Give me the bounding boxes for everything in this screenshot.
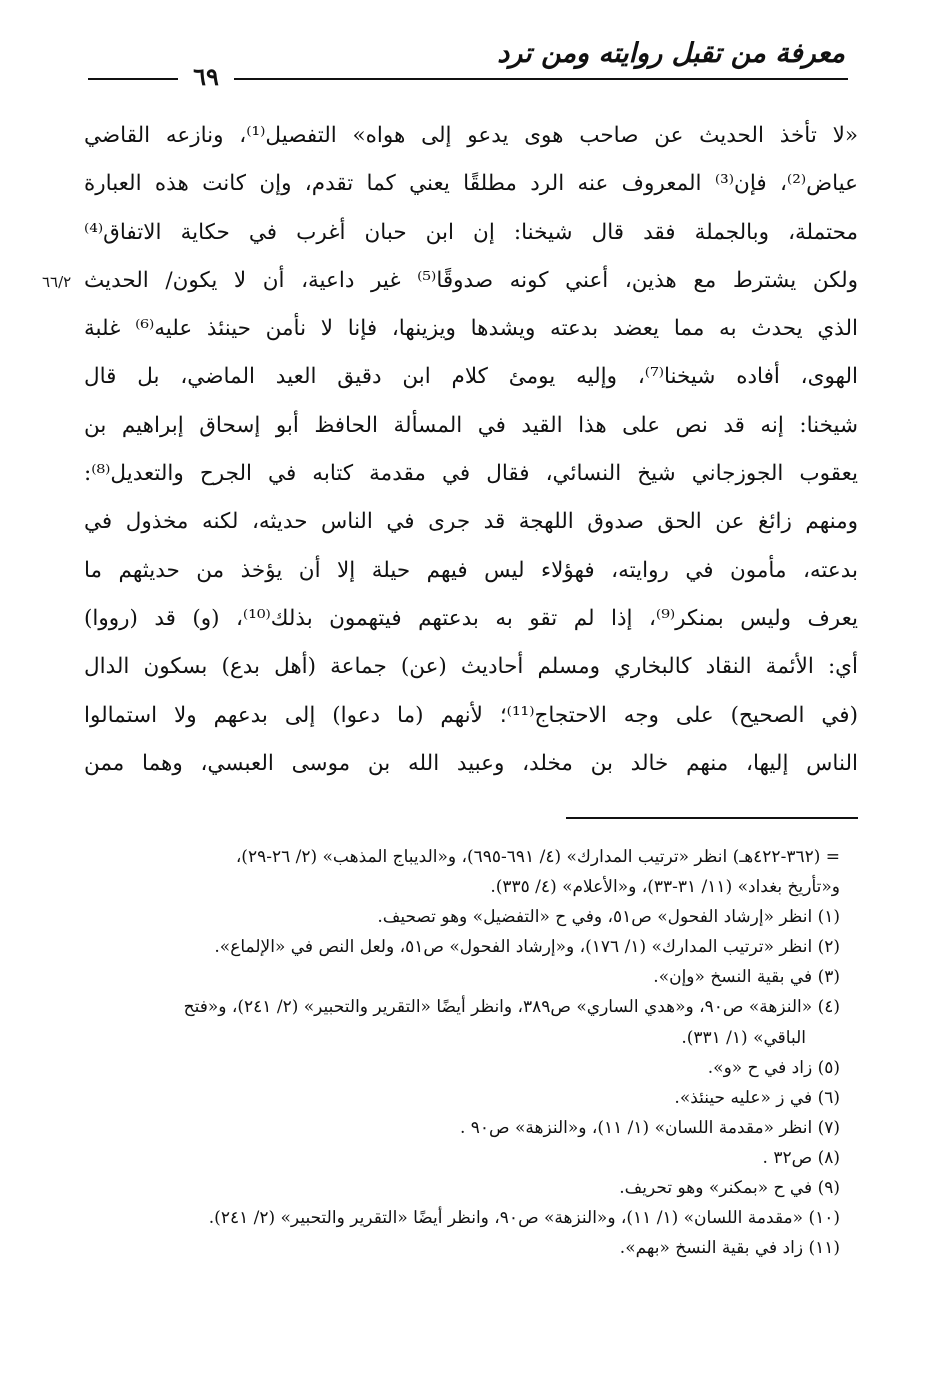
page-number: ٦٩ — [178, 60, 234, 94]
body-text — [84, 112, 858, 788]
footnote-line: (٣) في بقية النسخ «وإن». — [653, 967, 840, 988]
footnote-line: (٢) انظر «ترتيب المدارك» (١/ ١٧٦)، و«إرشاد الفحول» ص٥١، ولعل النص في «الإلماع». — [214, 937, 840, 958]
footnote-line: = (٣٦٢-٤٢٢هـ) انظر «ترتيب المدارك» (٤/ ٦٩١-٦٩٥)، و«الديباج المذهب» (٢/ ٢٦-٢٩)، — [235, 847, 840, 867]
footnote-line: (٥) زاد في ح «و». — [707, 1057, 840, 1078]
body-line: محتملة، وبالجملة فقد قال شيخنا: إن ابن حبان أغرب في حكاية الاتفاق⁽⁴⁾ — [84, 219, 858, 245]
footnote-line: و«تأريخ بغداد» (١١/ ٣١-٣٣)، و«الأعلام» (٤/ ٣٣٥). — [490, 877, 840, 898]
footnote-line: (٦) في ز «عليه حينئذ». — [674, 1087, 840, 1108]
body-line: الهوى، أفاده شيخنا⁽⁷⁾، وإليه يومئ كلام ابن دقيق العيد الماضي، بل قال — [84, 364, 858, 390]
running-title: معرفة من تقبل روايته ومن ترد — [497, 38, 845, 69]
footnote-line: (١) انظر «إرشاد الفحول» ص٥١، وفي ح «التفضيل» وهو تصحيف. — [377, 907, 840, 928]
footnote-line: (١٠) «مقدمة اللسان» (١/ ١١)، و«النزهة» ص٩٠، وانظر أيضًا «التقرير والتحبير» (٢/ ٢٤١). — [208, 1208, 840, 1229]
footnote-line: (٩) في ح «بمكنر» وهو تحريف. — [619, 1178, 840, 1199]
margin-note: ٦٦/٢ — [42, 273, 72, 291]
body-line: بدعته، مأمون في روايته، فهؤلاء ليس فيهم حيلة إلا أن يؤخذ من حديثهم ما — [84, 557, 858, 583]
body-line: «لا تأخذ الحديث عن صاحب هوى يدعو إلى هواه» التفصيل⁽¹⁾، ونازعه القاضي — [84, 123, 858, 148]
body-line: الذي يحدث به مما يعضد بدعته ويشدها ويزينها، فإنا لا نأمن حينئذ عليه⁽⁶⁾ غلبة — [84, 316, 858, 342]
body-line: يعرف وليس بمنكر⁽⁹⁾، إذا لم تقو به بدعتهم فيتهمون بذلك⁽¹⁰⁾، (و) قد (رووا) — [84, 605, 858, 631]
footnote-line: (٤) «النزهة» ص٩٠، و«هدي الساري» ص٣٨٩، وانظر أيضًا «التقرير والتحبير» (٢/ ٢٤١)، و«فتح — [183, 997, 840, 1018]
footnotes — [100, 842, 840, 1263]
body-line: عياض⁽²⁾، فإن⁽³⁾ المعروف عنه الرد مطلقًا يعني كما تقدم، وإن كانت هذه العبارة — [84, 171, 858, 197]
body-line: (في الصحيح) على وجه الاحتجاج⁽¹¹⁾؛ لأنهم (ما دعوا) إلى بدعهم ولا استمالوا — [84, 702, 858, 728]
body-line: الناس إليها، منهم خالد بن مخلد، وعبيد الله بن موسى العبسي، وهما ممن — [84, 750, 858, 776]
footnote-line: (٧) انظر «مقدمة اللسان» (١/ ١١)، و«النزهة» ص٩٠ . — [459, 1117, 840, 1138]
body-line: يعقوب الجوزجاني شيخ النسائي، فقال في مقدمة كتابه في الجرح والتعديل⁽⁸⁾: — [84, 461, 858, 487]
body-line: أي: الأئمة النقاد كالبخاري ومسلم أحاديث (عن) جماعة (أهل بدع) بسكون الدال — [84, 654, 858, 680]
body-line: شيخنا: إنه قد نص على هذا القيد في المسألة الحافظ أبو إسحاق إبراهيم بن — [84, 412, 858, 438]
footnote-line: الباقي» (١/ ٣٣١). — [681, 1027, 806, 1048]
body-line: ومنهم زائغ عن الحق صدوق اللهجة قد جرى في الناس حديثه، لكنه مخذول في — [84, 509, 858, 535]
footnote-rule — [566, 817, 858, 819]
footnote-line: (١١) زاد في بقية النسخ «بهم». — [619, 1238, 840, 1259]
body-line: ولكن يشترط مع هذين، أعني كونه صدوقًا⁽⁵⁾ غير داعية، أن لا يكون/ الحديث — [84, 267, 858, 293]
footnote-line: (٨) ص٣٢ . — [762, 1147, 840, 1168]
